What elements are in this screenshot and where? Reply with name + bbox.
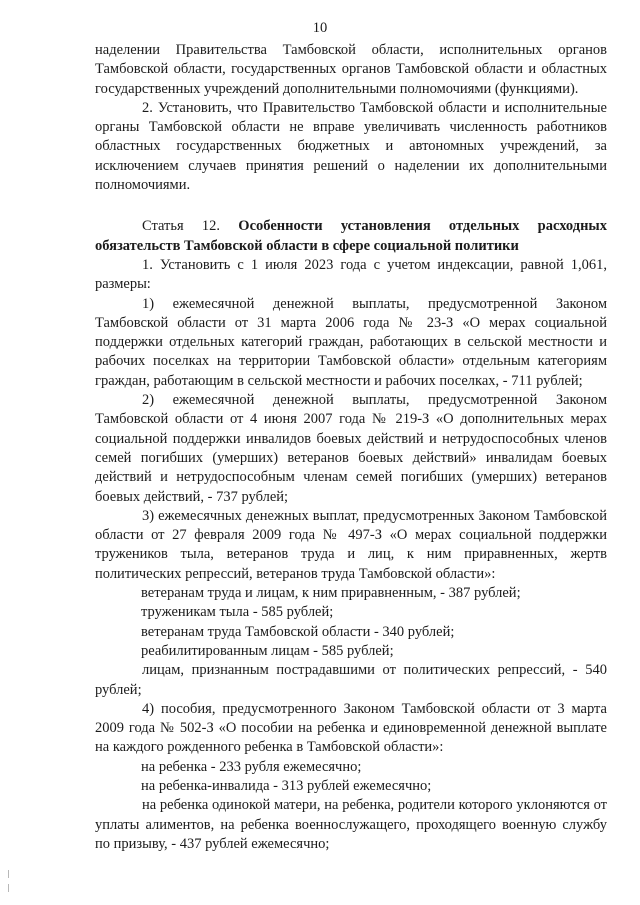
list-item-repression-victims: лицам, признанным пострадавшими от политических репрессий, - 540 рублей; <box>95 662 607 698</box>
scan-edge-mark <box>8 870 9 878</box>
list-item-rehabilitated: реабилитированным лицам - 585 рублей; <box>141 642 394 659</box>
paragraph-subclause-4: 4) пособия, предусмотренного Законом Тамбовской области от 3 марта 2009 года № 502-З «О пособии на ребенка и единовременной денежной выплате на каждого рожденного ребенка в Тамбовской области»: <box>95 700 607 756</box>
scan-edge-mark <box>8 884 9 892</box>
paragraph-subclause-2: 2) ежемесячной денежной выплаты, предусмотренной Законом Тамбовской области от 4 июня 2007 года № 219-З «О дополнительных мерах социальной поддержки инвалидов боевых действий и нетрудоспособных членов семей погибших (умерших) ветеранов боевых действий» инвалидам боевых действий и нетрудоспособным членам семей погибших (умерших) ветеранов боевых действий, - 737 рублей; <box>95 392 607 505</box>
list-item-labor-veterans: ветеранам труда и лицам, к ним приравненным, - 387 рублей; <box>141 585 521 602</box>
article-heading <box>95 217 607 256</box>
list-item-child: на ребенка - 233 рубля ежемесячно; <box>141 758 362 775</box>
article-title: Особенности установления отдельных расходных обязательств Тамбовской области в сфере социальной политики <box>95 218 607 254</box>
section-gap <box>95 195 607 217</box>
paragraph-clause-1: 1. Установить с 1 июля 2023 года с учетом индексации, равной 1,061, размеры: <box>95 256 607 293</box>
paragraph-subclause-1: 1) ежемесячной денежной выплаты, предусмотренной Законом Тамбовской области от 31 марта 2006 года № 23-З «О мерах социальной поддержки отдельных категорий граждан, работающих в сельской местности и рабочих поселках на территории Тамбовской области» отдельным категориям граждан, работающим в сельской местности и рабочих поселках, - 711 рублей; <box>95 295 607 389</box>
list-item-disabled-child: на ребенка-инвалида - 313 рублей ежемесячно; <box>141 777 432 794</box>
list-item-home-front-workers: труженикам тыла - 585 рублей; <box>141 604 334 621</box>
article-label: Статья 12. <box>142 218 221 235</box>
list-item-single-mother-child: на ребенка одинокой матери, на ребенка, родители которого уклоняются от уплаты алиментов, на ребенка военнослужащего, проходящего военную службу по призыву, - 437 рублей ежемесячно; <box>95 797 607 852</box>
document-body <box>95 41 607 854</box>
paragraph-continuation: наделении Правительства Тамбовской области, исполнительных органов Тамбовской области, государственных органов Тамбовской области и областных государственных учреждений дополнительными полномочиями (функциями). <box>95 42 607 97</box>
paragraph-item-2: 2. Установить, что Правительство Тамбовской области и исполнительные органы Тамбовской области не вправе увеличивать численность работников областных государственных бюджетных и автономных учреждений, за исключением случаев принятия решений о наделении их дополнительными полномочиями. <box>95 99 607 194</box>
list-item-regional-labor-veterans: ветеранам труда Тамбовской области - 340 рублей; <box>141 623 455 640</box>
page-number: 10 <box>312 20 328 36</box>
paragraph-subclause-3: 3) ежемесячных денежных выплат, предусмотренных Законом Тамбовской области от 27 февраля 2009 года № 497-З «О мерах социальной поддержки тружеников тыла, ветеранов труда и лиц, к ним приравненных, жертв политических репрессий, ветеранов труда Тамбовской области»: <box>95 507 607 582</box>
